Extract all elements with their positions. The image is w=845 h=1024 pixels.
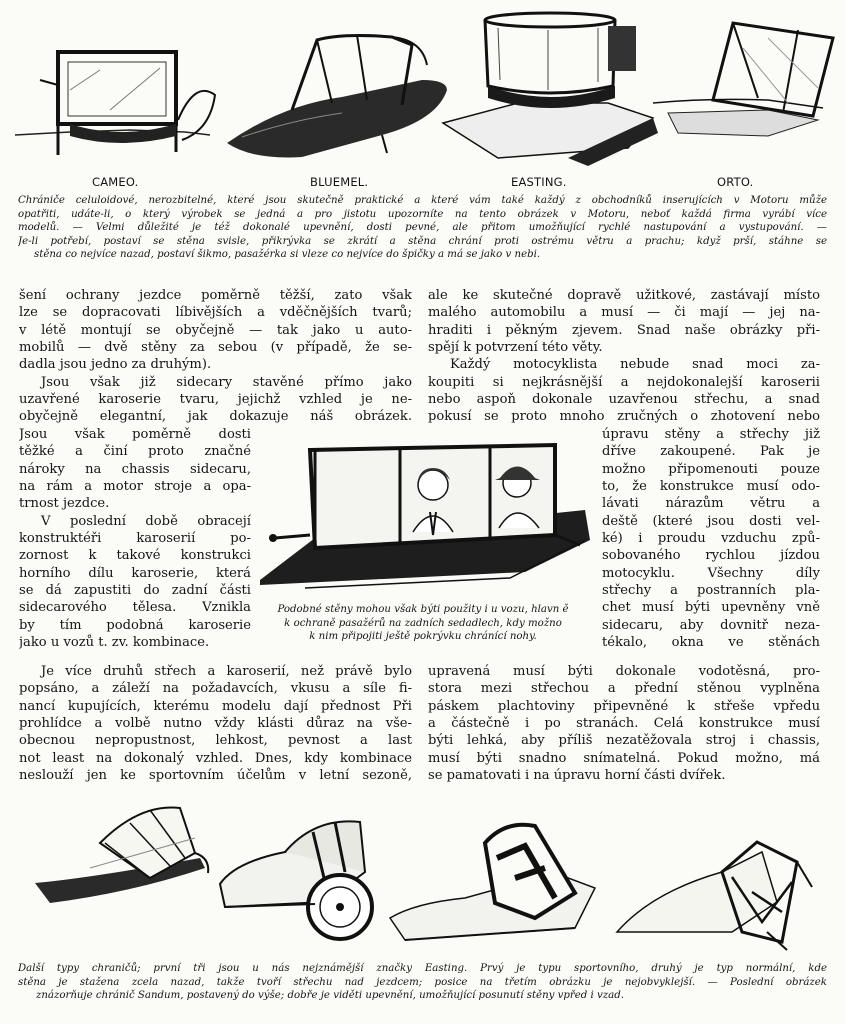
- text-line: se dá zapustiti do zadní části: [19, 583, 251, 599]
- caption-line: Je-li potřebí, postaví se stěna svisle, přikrývka se zkrátí a stěna chrání proti ostrému větru a prachu; když prší, stáhne se: [18, 235, 827, 247]
- text-line: lze se dopracovati líbivějších a vděčnějších tvarů;: [19, 305, 412, 321]
- caption-line: Podobné stěny mohou však býti použity i u vozu, hlavn ě: [277, 604, 569, 615]
- text-line: horního dílu karoserie, která: [19, 565, 251, 581]
- bottom-caption: [18, 962, 827, 1003]
- text-line: V poslední době obracejí: [41, 513, 251, 529]
- text-line: to, že konstrukce musí odo-: [602, 479, 820, 495]
- text-line: upravená musí býti dokonale vodotěsná, pro-: [428, 664, 820, 679]
- caption-line: znázorňuje chránič Sandum, postavený do výše; dobře je viděti upevnění, umožňující posunutí stěny vpřed i vzad.: [36, 990, 625, 1002]
- text-line: neslouží jen ke sportovním účelům v letní sezoně,: [19, 768, 412, 784]
- text-line: obyčejně elegantní, jak dokazuje náš obrázek.: [19, 409, 412, 425]
- text-line: úpravu stěny a střechy již: [602, 427, 820, 442]
- text-line: páskem plachtoviny připevněné k střeše vpředu: [428, 698, 820, 714]
- text-line: šení ochrany jezdce poměrně těžší, zato však: [19, 288, 412, 303]
- text-line: malého automobilu a musí — či mají — jej na-: [428, 305, 820, 321]
- illustration-cameo-windshield: [10, 40, 220, 160]
- illustration-sandum-windshield: [612, 832, 817, 952]
- illustration-easting-sport-windshield: [30, 798, 215, 913]
- text-line: Je více druhů střech a karoserií, než právě bylo: [41, 664, 412, 679]
- label-orto: ORTO.: [717, 175, 754, 189]
- text-line: nancí kupujících, kterému modelu dají přednost Při: [19, 698, 412, 714]
- right-column-narrow: [602, 426, 820, 651]
- left-column-top: [19, 287, 412, 426]
- illustration-easting-upright-windshield: [385, 818, 600, 948]
- illustration-easting-normal-hood: [215, 812, 380, 947]
- text-line: dříve zakoupené. Pak je: [602, 444, 820, 460]
- text-line: býti lehká, aby příliš nezatěžovala stroj i chassis,: [428, 733, 820, 749]
- text-line: tékalo, okna ve stěnách: [602, 635, 820, 651]
- text-line: prohlídce a volbě nutno vždy klásti důraz na vše-: [19, 716, 412, 732]
- caption-line: Chrániče celuloidové, nerozbitelné, které jsou skutečně praktické a které vám také každý z obchodníků inserujících v Motoru může: [18, 195, 827, 206]
- text-line: zornost k takové konstrukci: [19, 548, 251, 564]
- text-line: možno připomenouti pouze: [602, 461, 820, 477]
- label-easting: EASTING.: [511, 175, 567, 189]
- illustration-bluemel-windshield: [222, 25, 452, 165]
- text-line: pokusí se proto mnoho zručných o zhotovení nebo: [428, 409, 820, 425]
- text-line: lávati nárazům větru a: [602, 496, 820, 512]
- text-line: sidecarového tělesa. Vznikla: [19, 600, 251, 616]
- label-bluemel: BLUEMEL.: [310, 175, 369, 189]
- text-line: a částečně i po stranách. Celá konstrukce musí: [428, 716, 820, 732]
- text-line: popsáno, a záleží na požadavcích, vkusu a síle fi-: [19, 681, 412, 697]
- text-line: Každý motocyklista nebude snad moci za-: [450, 357, 820, 373]
- illustration-easting-windshield: [438, 8, 663, 168]
- text-line: trnost jezdce.: [19, 496, 110, 512]
- text-line: konstruktéři karoserií po-: [19, 531, 251, 547]
- top-caption: [18, 194, 827, 262]
- text-line: deště (které jsou dosti vel-: [602, 513, 820, 529]
- text-line: sidecaru, aby dovnitř neza-: [602, 617, 820, 633]
- text-line: stora mezi střechou a přední stěnou vyplněna: [428, 681, 820, 697]
- text-line: not least na dokonalý vzhled. Dnes, kdy kombinace: [19, 750, 412, 766]
- text-line: těžké a činí proto značné: [19, 444, 251, 460]
- text-line: dadla jsou jedno za druhým).: [19, 357, 212, 373]
- text-line: nebo aspoň dokonale uzavřenou střechu, a snad: [428, 392, 820, 408]
- caption-line: opatřiti, udáte-li, o který výrobek se jedná a pro jistotu upozorníte na tento obrázek v Motoru, neboť každá firma vyrábí více: [18, 208, 827, 220]
- text-line: v létě montují se obyčejně — tak jako u auto-: [19, 322, 412, 338]
- text-line: se pamatovati i na úpravu horní části dvířek.: [428, 768, 726, 784]
- right-column-bottom: [428, 663, 820, 784]
- caption-line: k ochraně pasažérů na zadních sedadlech, kdy možno: [284, 617, 562, 629]
- right-column-top: [428, 287, 820, 426]
- text-line: chet musí býti upevněny vně: [602, 600, 820, 616]
- caption-line: k nim připojiti ještě pokrývku chránící nohy.: [309, 631, 537, 643]
- caption-line: stěna je stažena zcela nazad, takže tvoří střechu nad jezdcem; posice na třetím obrázku je nejobvyklejší. — Poslední obrázek: [18, 976, 827, 988]
- text-line: ale ke skutečné dopravě užitkové, zastávají místo: [428, 288, 820, 303]
- illustration-car-windshield-passengers: [255, 440, 595, 590]
- text-line: by tím podobná karoserie: [19, 617, 251, 633]
- illustration-orto-windshield: [648, 18, 838, 148]
- text-line: Jsou však již sidecary stavěné přímo jako: [41, 374, 412, 390]
- middle-caption: [253, 603, 593, 644]
- text-line: mobilů — dvě stěny za sebou (v případě, že se-: [19, 340, 412, 356]
- caption-line: modelů. — Velmi důležité je též dokonalé upevnění, dosti pevné, ale přitom umožňující rychlé nastupování a vystupování. —: [18, 222, 827, 234]
- text-line: střechy a postranních pla-: [602, 583, 820, 599]
- text-line: ké) i proudu vzduchu způ-: [602, 531, 820, 547]
- left-column-narrow: [19, 426, 251, 651]
- text-line: sobovaného rychlou jízdou: [602, 548, 820, 564]
- text-line: hraditi i pěkným zjevem. Snad naše obrázky při-: [428, 322, 820, 338]
- label-cameo: CAMEO.: [92, 175, 139, 189]
- caption-line: Další typy chraničů; první tři jsou u nás nejznámější značky Easting. Prvý je typu sportovního, druhý je typ normální, kde: [18, 963, 827, 974]
- text-line: na rám a motor stroje a opa-: [19, 479, 251, 495]
- text-line: uzavřené karoserie tvaru, jejichž vzhled je ne-: [19, 392, 412, 408]
- text-line: koupiti si nejkrásnější a nejdokonalejší karoserii: [428, 374, 820, 390]
- left-column-bottom: [19, 663, 412, 784]
- text-line: musí býti snadno snímatelná. Pokud možno, má: [428, 750, 820, 766]
- text-line: nároky na chassis sidecaru,: [19, 461, 251, 477]
- text-line: obecnou nepropustnost, lehkost, pevnost a last: [19, 733, 412, 749]
- text-line: Jsou však poměrně dosti: [19, 427, 251, 442]
- text-line: jako u vozů t. zv. kombinace.: [19, 635, 210, 651]
- caption-line: stěna co nejvíce nazad, postaví šikmo, pasažérka si vleze co nejvíce do špičky a má se jako v nebi.: [34, 249, 541, 261]
- text-line: spějí k potvrzení této věty.: [428, 340, 603, 356]
- text-line: motocyklu. Všechny díly: [602, 565, 820, 581]
